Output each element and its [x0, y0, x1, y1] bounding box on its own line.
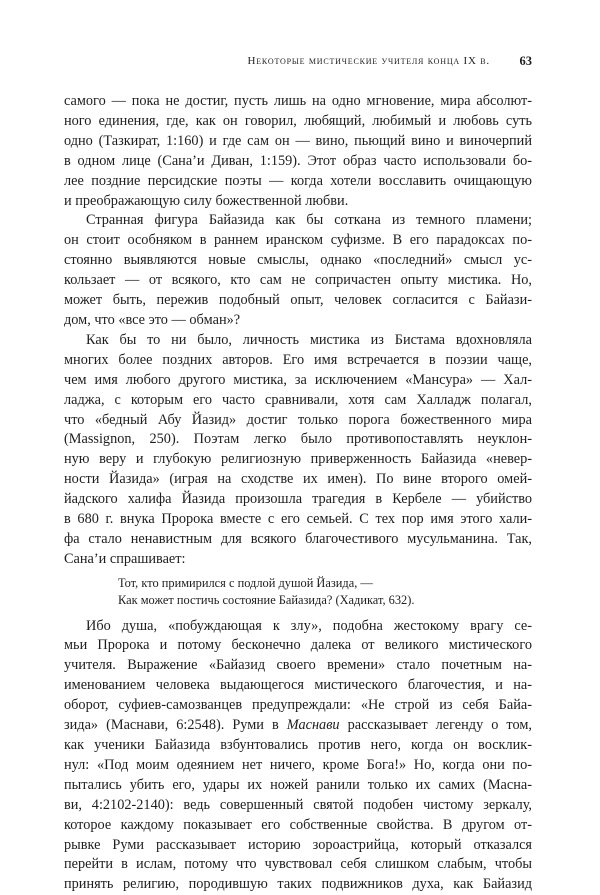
paragraph-1	[64, 92, 532, 211]
text-line: пытались убить его, удары их ножей ранили только их самих (Масна-	[64, 776, 532, 793]
text-line: Сана’и спрашивает:	[64, 550, 186, 567]
text-line: многих более поздних авторов. Его имя встречается в поэзии чаще,	[64, 351, 532, 368]
text-line: дом, что «все это — обман»?	[64, 311, 241, 328]
paragraph-4	[64, 617, 532, 895]
text-line	[64, 716, 532, 736]
text-line: лее поздние персидские поэты — когда хотели восславить очищающую	[64, 172, 532, 189]
text-segment: зида» (Маснави, 6:2548). Руми в	[64, 717, 279, 734]
text-line: мьи Пророка и потому бесконечно далека от великого мистического	[64, 637, 532, 654]
running-header	[64, 52, 532, 72]
paragraph-3	[64, 331, 532, 570]
text-line: учителя. Выражение «Байазид своего времени» стало почетным на-	[64, 657, 532, 674]
body-text	[64, 92, 532, 895]
book-title-italic: Маснави	[286, 717, 340, 734]
quote-line: Как может постичь состояние Байазида? (Хадикат, 632).	[118, 593, 415, 608]
text-line: как ученики Байазида взбунтовались против него, когда он восклик-	[64, 737, 532, 753]
paragraph-2	[64, 211, 532, 330]
text-line: чем имя любого другого мистика, за исключением «Мансура» — Хал-	[64, 371, 532, 388]
text-line: (Massignon, 250). Поэтам легко было противопоставлять неуклон-	[64, 431, 532, 448]
text-line: он стоит особняком в раннем иранском суфизме. В его парадоксах по-	[64, 232, 532, 249]
text-line: ви, 4:2102-2140): ведь совершенный святой подобен чистому зеркалу,	[64, 796, 532, 813]
text-line: оборот, суфиев-самозванцев предупреждали: «Не строй из себя Байа-	[64, 697, 532, 714]
quote-line: Тот, кто примирился с подлой душой Йазида, —	[118, 575, 373, 590]
text-line: Как бы то ни было, личность мистика из Бистама вдохновляла	[86, 331, 532, 348]
text-line: которое каждому показывает его собственные свойства. В другом от-	[64, 816, 532, 833]
text-line: ности Йазида» (играя на сходстве их имен). По вине второго омей-	[64, 471, 532, 488]
text-line: Ибо душа, «побуждающая к злу», подобна жестокому врагу се-	[86, 617, 532, 634]
text-line: именованием человека выдающегося мистического благочестия, и на-	[64, 677, 532, 694]
text-line: йадского халифа Йазида произошла трагедия в Кербеле — убийство	[64, 491, 532, 508]
text-line: нул: «Под моим одеянием нет ничего, кроме Бога!» Но, когда они по-	[64, 756, 532, 773]
text-line: ладжа, с которым его часто сравнивали, хотя сам Халладж полагал,	[64, 391, 532, 408]
text-line: ного единения, где, как он говорил, любящий, любимый и любовь суть	[64, 112, 532, 129]
text-line: Странная фигура Байазида как бы соткана из темного пламени;	[86, 212, 532, 229]
text-line: фа стало ненавистным для всякого благочестивого мусульманина. Так,	[64, 530, 532, 547]
text-line: самого — пока не достиг, пусть лишь на одно мгновение, мира абсолют-	[64, 93, 532, 109]
text-line: принять религию, породившую таких подвижников духа, как Байазид	[64, 876, 532, 893]
text-line: рывке Руми рассказывает историю зороастрийца, который отказался	[64, 836, 532, 853]
text-segment: рассказывает легенду о том,	[347, 717, 532, 734]
text-line: в одном лице (Сана’и Диван, 1:159). Этот образ часто использовали бо-	[64, 152, 532, 169]
text-line: что «бедный Абу Йазид» достиг только порога божественного мира	[64, 411, 532, 428]
text-line: может быть, пережив подобный опыт, человек согласится с Байази-	[64, 292, 532, 309]
text-line: ную веру и глубокую религиозную приверженность Байазида «невер-	[64, 451, 532, 468]
text-line: стоянно выявляются новые смыслы, однако «последний» смысл ус-	[64, 252, 532, 269]
page-number: 63	[519, 54, 532, 68]
text-line: кользает — от всякого, кто сам не сопричастен опыту мистика. Но,	[64, 272, 532, 289]
text-line: одно (Тазкират, 1:160) и где сам он — вино, пьющий вино и виночерпий	[64, 132, 532, 149]
text-line: перейти в ислам, потому что чувствовал себя слишком слабым, чтобы	[64, 856, 532, 873]
text-line: в 680 г. внука Пророка вместе с его семьей. С тех пор имя этого хали-	[64, 511, 532, 528]
poetry-quote	[118, 575, 532, 610]
running-title: Некоторые мистические учителя конца IX в.	[247, 55, 490, 67]
text-line: и преображающую силу божественной любви.	[64, 192, 349, 209]
